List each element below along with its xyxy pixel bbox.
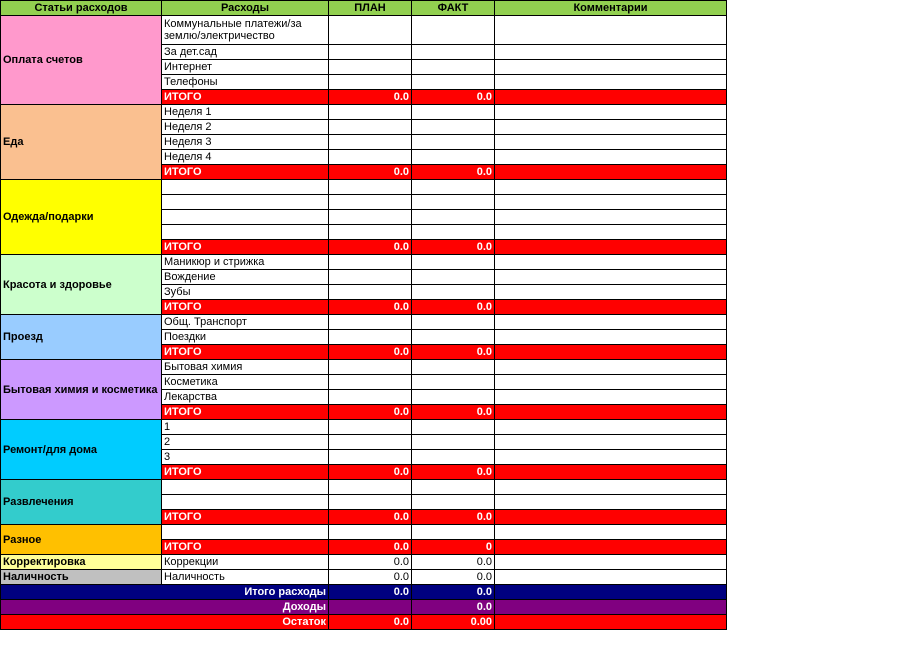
summary-plan: 0.0 [329,615,412,630]
fact-cell[interactable] [412,450,495,465]
plan-cell[interactable] [329,420,412,435]
total-label: ИТОГО [162,465,329,480]
total-label: ИТОГО [162,165,329,180]
comment-cell[interactable] [495,75,727,90]
expense-item-cell[interactable]: Бытовая химия [162,360,329,375]
category-cell: Бытовая химия и косметика [1,360,162,420]
table-row [1,105,727,120]
expense-item-cell[interactable]: Маникюр и стрижка [162,255,329,270]
comment-cell[interactable] [495,16,727,45]
expense-item-cell[interactable]: Интернет [162,60,329,75]
plan-total: 0.0 [329,300,412,315]
category-cell: Ремонт/для дома [1,420,162,480]
expense-item-cell[interactable]: Лекарства [162,390,329,405]
expense-item-cell[interactable] [162,180,329,195]
comment-cell[interactable] [495,45,727,60]
expense-item-cell[interactable]: 2 [162,435,329,450]
fact-total: 0.0 [412,90,495,105]
plan-total: 0.0 [329,540,412,555]
expense-item-cell[interactable] [162,495,329,510]
summary-fact: 0.0 [412,585,495,600]
adjustment-row [1,555,727,570]
expense-item-cell[interactable]: Поездки [162,330,329,345]
expense-item-cell[interactable]: Коммунальные платежи/за землю/электричество [162,16,329,45]
table-row [1,16,727,45]
total-label: ИТОГО [162,300,329,315]
adjustment-comment[interactable] [495,570,727,585]
header-category: Статьи расходов [1,1,162,16]
fact-total: 0 [412,540,495,555]
expense-item-cell[interactable]: Неделя 3 [162,135,329,150]
fact-total: 0.0 [412,465,495,480]
category-cell: Оплата счетов [1,16,162,105]
total-label: ИТОГО [162,405,329,420]
comment-total [495,540,727,555]
adjustment-plan[interactable]: 0.0 [329,555,412,570]
category-cell: Еда [1,105,162,180]
comment-cell[interactable] [495,195,727,210]
fact-cell[interactable] [412,495,495,510]
adjustment-comment[interactable] [495,555,727,570]
adjustment-category: Наличность [1,570,162,585]
plan-cell[interactable] [329,390,412,405]
summary-comment [495,600,727,615]
plan-cell[interactable] [329,285,412,300]
fact-total: 0.0 [412,510,495,525]
fact-cell[interactable] [412,330,495,345]
plan-total: 0.0 [329,90,412,105]
expense-item-cell[interactable]: За дет.сад [162,45,329,60]
comment-cell[interactable] [495,225,727,240]
summary-comment [495,615,727,630]
category-cell: Одежда/подарки [1,180,162,255]
comment-cell[interactable] [495,105,727,120]
comment-cell[interactable] [495,135,727,150]
plan-total: 0.0 [329,465,412,480]
plan-cell[interactable] [329,195,412,210]
adjustment-item[interactable]: Наличность [162,570,329,585]
adjustment-item[interactable]: Коррекции [162,555,329,570]
header-expenses: Расходы [162,1,329,16]
fact-cell[interactable] [412,285,495,300]
plan-cell[interactable] [329,315,412,330]
fact-cell[interactable] [412,75,495,90]
plan-cell[interactable] [329,225,412,240]
fact-total: 0.0 [412,300,495,315]
plan-cell[interactable] [329,360,412,375]
comment-cell[interactable] [495,180,727,195]
table-row [1,525,727,540]
comment-cell[interactable] [495,60,727,75]
expense-item-cell[interactable]: Телефоны [162,75,329,90]
category-cell: Разное [1,525,162,555]
adjustment-category: Корректировка [1,555,162,570]
summary-row [1,615,727,630]
summary-row [1,585,727,600]
plan-cell[interactable] [329,375,412,390]
comment-cell[interactable] [495,255,727,270]
summary-fact: 0.00 [412,615,495,630]
expense-item-cell[interactable]: Неделя 2 [162,120,329,135]
table-row [1,360,727,375]
fact-cell[interactable] [412,360,495,375]
plan-cell[interactable] [329,495,412,510]
total-label: ИТОГО [162,240,329,255]
summary-comment [495,585,727,600]
plan-cell[interactable] [329,75,412,90]
fact-cell[interactable] [412,390,495,405]
fact-cell[interactable] [412,420,495,435]
comment-cell[interactable] [495,330,727,345]
header-plan: ПЛАН [329,1,412,16]
comment-total [495,300,727,315]
table-row [1,255,727,270]
comment-cell[interactable] [495,420,727,435]
plan-cell[interactable] [329,525,412,540]
adjustment-fact[interactable]: 0.0 [412,570,495,585]
comment-cell[interactable] [495,120,727,135]
expense-item-cell[interactable]: Вождение [162,270,329,285]
comment-cell[interactable] [495,360,727,375]
expense-item-cell[interactable] [162,525,329,540]
header-fact: ФАКТ [412,1,495,16]
summary-label: Итого расходы [1,585,329,600]
plan-cell[interactable] [329,435,412,450]
plan-total: 0.0 [329,240,412,255]
plan-cell[interactable] [329,60,412,75]
fact-cell[interactable] [412,195,495,210]
category-cell: Красота и здоровье [1,255,162,315]
fact-cell[interactable] [412,480,495,495]
comment-cell[interactable] [495,285,727,300]
fact-cell[interactable] [412,180,495,195]
total-label: ИТОГО [162,90,329,105]
comment-cell[interactable] [495,210,727,225]
expense-item-cell[interactable]: Зубы [162,285,329,300]
comment-total [495,90,727,105]
plan-cell[interactable] [329,330,412,345]
expense-item-cell[interactable]: Косметика [162,375,329,390]
comment-cell[interactable] [495,270,727,285]
fact-cell[interactable] [412,60,495,75]
comment-total [495,165,727,180]
comment-cell[interactable] [495,150,727,165]
fact-cell[interactable] [412,150,495,165]
plan-cell[interactable] [329,480,412,495]
fact-total: 0.0 [412,240,495,255]
comment-cell[interactable] [495,525,727,540]
fact-total: 0.0 [412,165,495,180]
plan-total: 0.0 [329,345,412,360]
comment-cell[interactable] [495,375,727,390]
plan-cell[interactable] [329,45,412,60]
total-label: ИТОГО [162,510,329,525]
plan-cell[interactable] [329,270,412,285]
plan-total: 0.0 [329,165,412,180]
fact-total: 0.0 [412,405,495,420]
category-cell: Проезд [1,315,162,360]
adjustment-row [1,570,727,585]
fact-total: 0.0 [412,345,495,360]
expense-item-cell[interactable] [162,195,329,210]
plan-cell[interactable] [329,135,412,150]
adjustment-plan[interactable]: 0.0 [329,570,412,585]
table-row [1,180,727,195]
table-row [1,420,727,435]
summary-fact: 0.0 [412,600,495,615]
total-label: ИТОГО [162,345,329,360]
expense-item-cell[interactable] [162,210,329,225]
fact-cell[interactable] [412,135,495,150]
fact-cell[interactable] [412,225,495,240]
plan-cell[interactable] [329,450,412,465]
comment-cell[interactable] [495,480,727,495]
fact-cell[interactable] [412,270,495,285]
adjustment-fact[interactable]: 0.0 [412,555,495,570]
fact-cell[interactable] [412,435,495,450]
summary-plan: 0.0 [329,585,412,600]
summary-label: Доходы [1,600,329,615]
fact-cell[interactable] [412,210,495,225]
plan-total: 0.0 [329,405,412,420]
plan-cell[interactable] [329,255,412,270]
expense-item-cell[interactable]: Неделя 4 [162,150,329,165]
comment-total [495,345,727,360]
plan-cell[interactable] [329,150,412,165]
summary-row [1,600,727,615]
header-comments: Комментарии [495,1,727,16]
fact-cell[interactable] [412,375,495,390]
fact-cell[interactable] [412,255,495,270]
comment-total [495,405,727,420]
comment-total [495,240,727,255]
fact-cell[interactable] [412,16,495,45]
expense-item-cell[interactable] [162,225,329,240]
plan-cell[interactable] [329,210,412,225]
comment-total [495,465,727,480]
fact-cell[interactable] [412,45,495,60]
expense-item-cell[interactable]: 3 [162,450,329,465]
plan-cell[interactable] [329,120,412,135]
fact-cell[interactable] [412,315,495,330]
plan-cell[interactable] [329,105,412,120]
fact-cell[interactable] [412,525,495,540]
comment-cell[interactable] [495,435,727,450]
comment-cell[interactable] [495,450,727,465]
fact-cell[interactable] [412,120,495,135]
expense-item-cell[interactable]: Неделя 1 [162,105,329,120]
table-row [1,480,727,495]
expense-item-cell[interactable]: 1 [162,420,329,435]
expense-item-cell[interactable]: Общ. Транспорт [162,315,329,330]
category-cell: Развлечения [1,480,162,525]
fact-cell[interactable] [412,105,495,120]
plan-total: 0.0 [329,510,412,525]
expense-item-cell[interactable] [162,480,329,495]
comment-cell[interactable] [495,495,727,510]
comment-cell[interactable] [495,390,727,405]
plan-cell[interactable] [329,16,412,45]
total-label: ИТОГО [162,540,329,555]
table-row [1,315,727,330]
header-row [1,1,727,16]
plan-cell[interactable] [329,180,412,195]
summary-label: Остаток [1,615,329,630]
comment-cell[interactable] [495,315,727,330]
summary-plan [329,600,412,615]
comment-total [495,510,727,525]
